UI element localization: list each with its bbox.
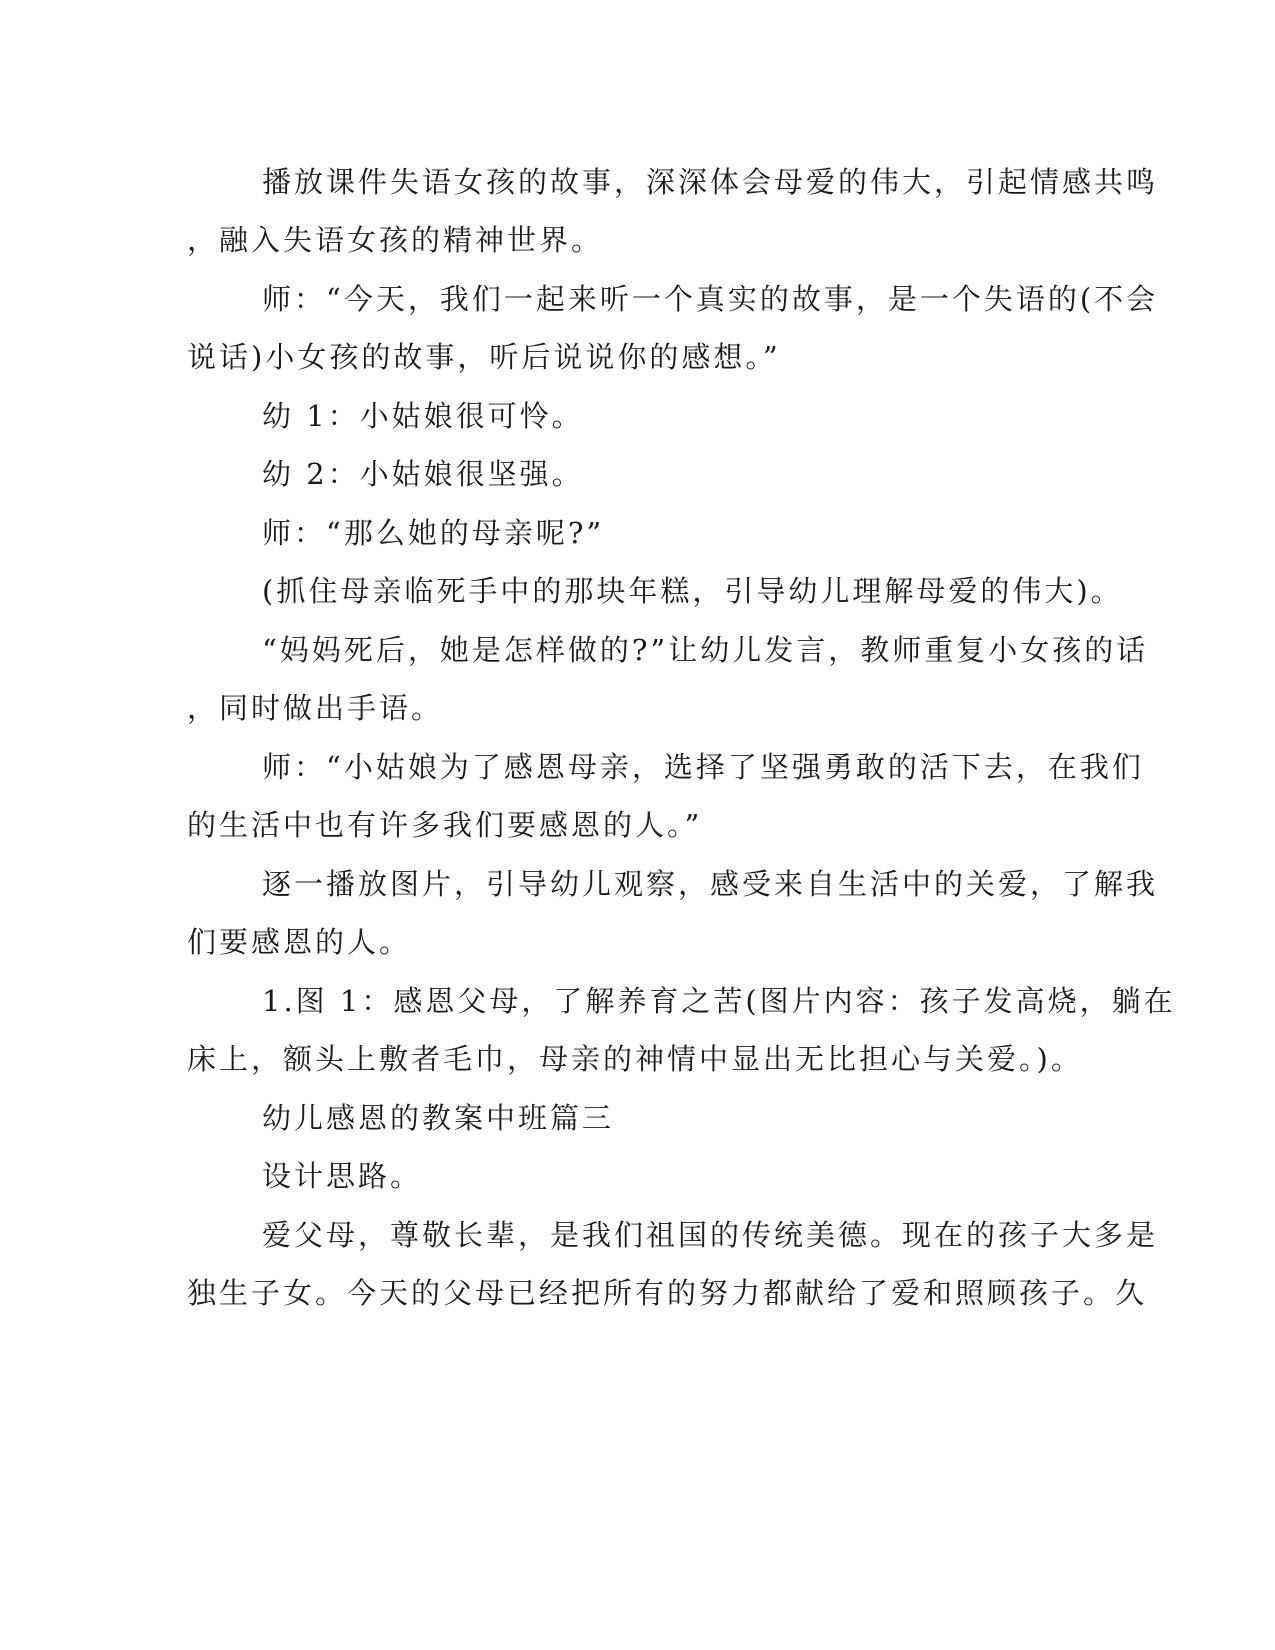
paragraph-line: ，融入失语女孩的精神世界。 xyxy=(187,223,604,257)
paragraph-line: 们要感恩的人。 xyxy=(187,925,412,959)
paragraph-line: 爱父母，尊敬长辈，是我们祖国的传统美德。现在的孩子大多是 xyxy=(262,1218,1159,1252)
paragraph-line: 播放课件失语女孩的故事，深深体会母爱的伟大，引起情感共鸣 xyxy=(262,165,1159,199)
section-heading: 幼儿感恩的教案中班篇三 xyxy=(262,1101,615,1135)
paragraph-line: (抓住母亲临死手中的那块年糕，引导幼儿理解母爱的伟大)。 xyxy=(262,574,1123,608)
paragraph-line: 幼 2：小姑娘很坚强。 xyxy=(262,457,584,491)
paragraph-line: 师：“今天，我们一起来听一个真实的故事，是一个失语的(不会 xyxy=(262,282,1159,316)
paragraph-line: 的生活中也有许多我们要感恩的人。” xyxy=(187,808,703,842)
paragraph-line: 逐一播放图片，引导幼儿观察，感受来自生活中的关爱，了解我 xyxy=(262,867,1159,901)
paragraph-line: 独生子女。今天的父母已经把所有的努力都献给了爱和照顾孩子。久 xyxy=(187,1276,1148,1310)
paragraph-line: 师：“那么她的母亲呢?” xyxy=(262,516,605,550)
paragraph-line: 幼 1：小姑娘很可怜。 xyxy=(262,399,584,433)
paragraph-line: 师：“小姑娘为了感恩母亲，选择了坚强勇敢的活下去，在我们 xyxy=(262,750,1144,784)
paragraph-line: 1.图 1：感恩父母，了解养育之苦(图片内容：孩子发高烧，躺在 xyxy=(262,984,1176,1018)
paragraph-line: “妈妈死后，她是怎样做的?”让幼儿发言，教师重复小女孩的话 xyxy=(262,633,1149,667)
paragraph-line: 说话)小女孩的故事，听后说说你的感想。” xyxy=(187,340,781,374)
paragraph-line: 设计思路。 xyxy=(262,1159,423,1193)
paragraph-line: ，同时做出手语。 xyxy=(187,691,444,725)
paragraph-line: 床上，额头上敷者毛巾，母亲的神情中显出无比担心与关爱。)。 xyxy=(187,1042,1083,1076)
